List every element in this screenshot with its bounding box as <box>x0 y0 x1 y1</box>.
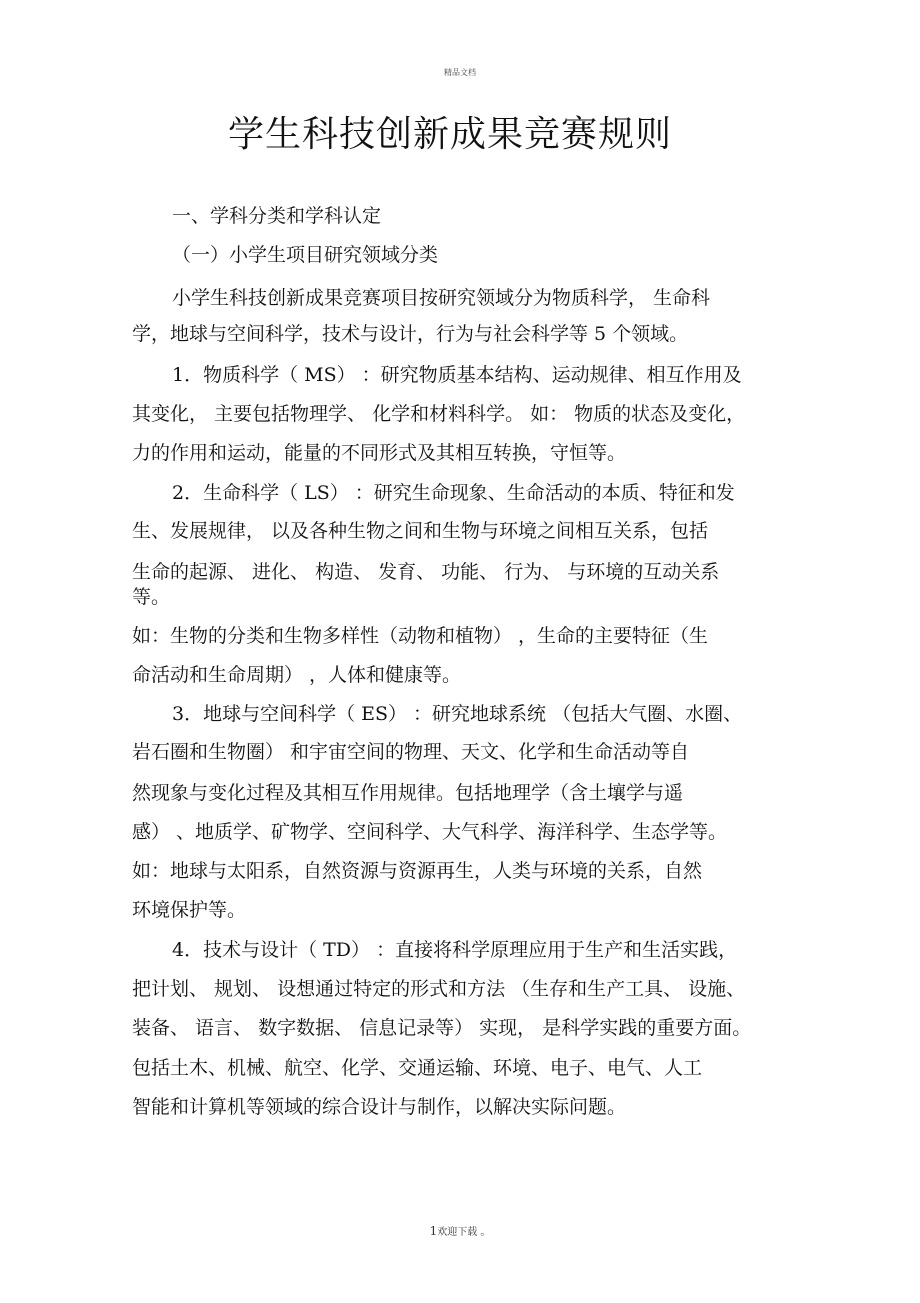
paragraph-line: 2．生命科学（ LS） ：研究生命现象、生命活动的本质、特征和发 <box>172 482 735 504</box>
paragraph-line: 环境保护等。 <box>132 899 247 921</box>
subsection-heading: （一）小学生项目研究领域分类 <box>172 244 439 266</box>
paragraph-line: 如：生物的分类和生物多样性（动物和植物） ，生命的主要特征（生 <box>132 625 709 647</box>
paragraph-line: 小学生科技创新成果竞赛项目按研究领域分为物质科学， 生命科 <box>172 287 711 309</box>
paragraph-line: 力的作用和运动，能量的不同形式及其相互转换，守恒等。 <box>132 442 627 464</box>
paragraph-line: 把计划、 规划、 设想通过特定的形式和方法 （生存和生产工具、 设施、 <box>132 978 746 1000</box>
header-note: 精品文档 <box>444 68 476 77</box>
section-heading: 一、学科分类和学科认定 <box>172 205 382 227</box>
page-footer <box>0 1223 920 1238</box>
paragraph-line: 1．物质科学（ MS） ：研究物质基本结构、运动规律、相互作用及 <box>172 364 742 386</box>
paragraph-line: 如：地球与太阳系，自然资源与资源再生，人类与环境的关系，自然 <box>132 860 703 882</box>
paragraph-line: 生、发展规律， 以及各种生物之间和生物与环境之间相互关系，包括 <box>132 520 709 542</box>
paragraph-line: 岩石圈和生物圈） 和宇宙空间的物理、天文、化学和生命活动等自 <box>132 741 690 763</box>
paragraph-line: 然现象与变化过程及其相互作用规律。包括地理学（含土壤学与遥 <box>132 782 684 804</box>
page-number: 1 <box>429 1224 438 1238</box>
paragraph-line: 生命的起源、 进化、 构造、 发育、 功能、 行为、 与环境的互动关系 <box>132 561 720 583</box>
paragraph-line: 其变化， 主要包括物理学、 化学和材料科学。 如： 物质的状态及变化， <box>132 403 746 425</box>
paragraph-line: 智能和计算机等领域的综合设计与制作，以解决实际问题。 <box>132 1096 627 1118</box>
paragraph-line: 等。 <box>132 586 171 608</box>
paragraph-line: 学，地球与空间科学，技术与设计，行为与社会科学等 5 个领域。 <box>132 323 689 345</box>
paragraph-line: 命活动和生命周期） ，人体和健康等。 <box>132 664 462 686</box>
paragraph-line: 包括土木、机械、航空、化学、交通运输、环境、电子、电气、人工 <box>132 1057 703 1079</box>
paragraph-line: 感） 、地质学、矿物学、空间科学、大气科学、海洋科学、生态学等。 <box>132 821 728 843</box>
document-title: 学生科技创新成果竞赛规则 <box>227 114 672 155</box>
paragraph-line: 装备、 语言、 数字数据、 信息记录等） 实现， 是科学实践的重要方面。 <box>132 1017 752 1039</box>
footer-text: 欢迎下载 。 <box>437 1227 491 1238</box>
paragraph-line: 4．技术与设计（ TD） ：直接将科学原理应用于生产和生活实践， <box>172 939 738 961</box>
paragraph-line: 3．地球与空间科学（ ES） ：研究地球系统 （包括大气圈、水圈、 <box>172 703 743 725</box>
